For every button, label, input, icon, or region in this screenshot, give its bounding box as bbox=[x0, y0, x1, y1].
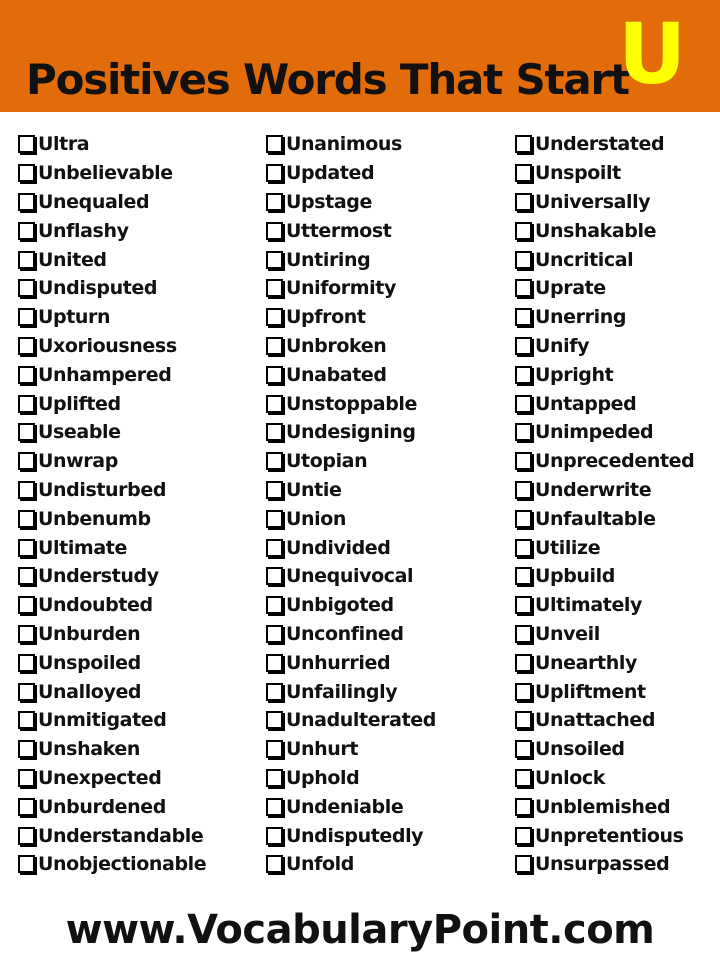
word-text: Unadulterated bbox=[286, 709, 436, 732]
word-list-item bbox=[266, 620, 436, 649]
word-list-item bbox=[18, 332, 206, 361]
word-text: Undesigning bbox=[286, 421, 416, 444]
word-list-item bbox=[515, 706, 694, 735]
checkbox-icon bbox=[266, 337, 283, 355]
word-text: Untie bbox=[286, 478, 342, 501]
word-list-item bbox=[266, 274, 436, 303]
word-text: Upfront bbox=[286, 306, 366, 329]
word-list-item bbox=[18, 389, 206, 418]
word-column-3 bbox=[515, 130, 694, 879]
word-text: Unshakable bbox=[535, 219, 657, 242]
word-list-item bbox=[266, 562, 436, 591]
checkbox-icon bbox=[266, 395, 283, 413]
checkbox-icon bbox=[266, 423, 283, 441]
word-list-item bbox=[515, 562, 694, 591]
word-list-item bbox=[266, 447, 436, 476]
word-list-item bbox=[18, 533, 206, 562]
word-text: Unbroken bbox=[286, 334, 387, 357]
word-list-item bbox=[18, 591, 206, 620]
word-text: Unfaultable bbox=[535, 507, 656, 530]
word-list-item bbox=[515, 303, 694, 332]
word-list-item bbox=[515, 821, 694, 850]
word-text: Unsurpassed bbox=[535, 853, 670, 876]
checkbox-icon bbox=[266, 308, 283, 326]
word-list-item bbox=[18, 159, 206, 188]
word-text: Underwrite bbox=[535, 478, 652, 501]
checkbox-icon bbox=[18, 337, 35, 355]
word-list-item bbox=[515, 677, 694, 706]
word-text: Unify bbox=[535, 334, 590, 357]
checkbox-icon bbox=[18, 567, 35, 585]
word-text: Unhampered bbox=[38, 363, 172, 386]
checkbox-icon bbox=[515, 164, 532, 182]
word-text: Unmitigated bbox=[38, 709, 167, 732]
word-list-item bbox=[266, 677, 436, 706]
checkbox-icon bbox=[266, 827, 283, 845]
word-list-item bbox=[515, 648, 694, 677]
word-list-item bbox=[18, 735, 206, 764]
word-text: Unbelievable bbox=[38, 162, 173, 185]
word-list-item bbox=[266, 303, 436, 332]
word-list-item bbox=[18, 706, 206, 735]
word-text: Unpretentious bbox=[535, 824, 684, 847]
word-text: Unequivocal bbox=[286, 565, 414, 588]
word-text: Useable bbox=[38, 421, 121, 444]
word-text: Unspoilt bbox=[535, 162, 621, 185]
word-list-item bbox=[515, 764, 694, 793]
checkbox-icon bbox=[18, 452, 35, 470]
checkbox-icon bbox=[515, 308, 532, 326]
checkbox-icon bbox=[515, 452, 532, 470]
word-text: Ultra bbox=[38, 133, 90, 156]
word-text: Understated bbox=[535, 133, 665, 156]
word-text: Ultimately bbox=[535, 594, 643, 617]
word-text: Undisputed bbox=[38, 277, 158, 300]
word-text: Upliftment bbox=[535, 680, 646, 703]
word-text: Untiring bbox=[286, 248, 371, 271]
word-list-item bbox=[266, 821, 436, 850]
checkbox-icon bbox=[18, 164, 35, 182]
checkbox-icon bbox=[266, 452, 283, 470]
word-text: Unveil bbox=[535, 622, 600, 645]
word-list-item bbox=[266, 533, 436, 562]
word-text: Unanimous bbox=[286, 133, 402, 156]
checkbox-icon bbox=[18, 481, 35, 499]
word-text: Undisputedly bbox=[286, 824, 424, 847]
word-list-item bbox=[515, 188, 694, 217]
word-text: Understandable bbox=[38, 824, 204, 847]
word-list-item bbox=[515, 533, 694, 562]
checkbox-icon bbox=[515, 395, 532, 413]
header-banner bbox=[0, 0, 720, 112]
word-list-item bbox=[515, 130, 694, 159]
word-list-item bbox=[18, 620, 206, 649]
checkbox-icon bbox=[515, 539, 532, 557]
checkbox-icon bbox=[18, 596, 35, 614]
checkbox-icon bbox=[18, 423, 35, 441]
word-text: Upturn bbox=[38, 306, 111, 329]
word-text: Unimpeded bbox=[535, 421, 654, 444]
checkbox-icon bbox=[515, 740, 532, 758]
checkbox-icon bbox=[18, 135, 35, 153]
word-text: Uncritical bbox=[535, 248, 634, 271]
word-text: Unlock bbox=[535, 766, 606, 789]
word-list-item bbox=[266, 648, 436, 677]
word-list-item bbox=[266, 332, 436, 361]
checkbox-icon bbox=[515, 855, 532, 873]
word-list-item bbox=[266, 764, 436, 793]
checkbox-icon bbox=[266, 855, 283, 873]
word-list-item bbox=[18, 418, 206, 447]
word-text: United bbox=[38, 248, 107, 271]
word-text: Undisturbed bbox=[38, 478, 167, 501]
word-text: Unabated bbox=[286, 363, 387, 386]
checkbox-icon bbox=[266, 279, 283, 297]
word-text: Unalloyed bbox=[38, 680, 142, 703]
word-text: Unblemished bbox=[535, 795, 671, 818]
word-list-item bbox=[18, 648, 206, 677]
checkbox-icon bbox=[515, 251, 532, 269]
word-text: Undivided bbox=[286, 536, 391, 559]
word-text: Uplifted bbox=[38, 392, 121, 415]
word-list-item bbox=[515, 591, 694, 620]
checkbox-icon bbox=[266, 654, 283, 672]
word-list-item bbox=[515, 850, 694, 879]
word-text: Unprecedented bbox=[535, 450, 695, 473]
checkbox-icon bbox=[515, 711, 532, 729]
word-list-item bbox=[18, 677, 206, 706]
checkbox-icon bbox=[266, 222, 283, 240]
word-text: Undeniable bbox=[286, 795, 404, 818]
checkbox-icon bbox=[18, 395, 35, 413]
word-list-item bbox=[266, 159, 436, 188]
word-column-2 bbox=[266, 130, 436, 879]
word-list-item bbox=[515, 447, 694, 476]
checkbox-icon bbox=[18, 798, 35, 816]
checkbox-icon bbox=[266, 625, 283, 643]
checkbox-icon bbox=[18, 193, 35, 211]
checkbox-icon bbox=[266, 193, 283, 211]
word-text: Unfold bbox=[286, 853, 354, 876]
word-text: Unburden bbox=[38, 622, 141, 645]
word-list-item bbox=[18, 245, 206, 274]
checkbox-icon bbox=[18, 855, 35, 873]
checkbox-icon bbox=[18, 366, 35, 384]
word-text: Unearthly bbox=[535, 651, 637, 674]
word-list-item bbox=[18, 188, 206, 217]
word-column-1 bbox=[18, 130, 206, 879]
checkbox-icon bbox=[515, 567, 532, 585]
word-list-item bbox=[515, 332, 694, 361]
word-text: Universally bbox=[535, 190, 651, 213]
word-list-item bbox=[515, 274, 694, 303]
word-list-item bbox=[266, 216, 436, 245]
word-list-item bbox=[266, 850, 436, 879]
checkbox-icon bbox=[18, 625, 35, 643]
word-list-item bbox=[515, 735, 694, 764]
word-text: Uprate bbox=[535, 277, 606, 300]
checkbox-icon bbox=[515, 510, 532, 528]
checkbox-icon bbox=[266, 769, 283, 787]
checkbox-icon bbox=[266, 251, 283, 269]
word-list-item bbox=[266, 504, 436, 533]
checkbox-icon bbox=[515, 654, 532, 672]
checkbox-icon bbox=[18, 251, 35, 269]
word-text: Undoubted bbox=[38, 594, 153, 617]
checkbox-icon bbox=[515, 135, 532, 153]
checkbox-icon bbox=[266, 510, 283, 528]
checkbox-icon bbox=[515, 337, 532, 355]
word-text: Uxoriousness bbox=[38, 334, 177, 357]
word-text: Uttermost bbox=[286, 219, 392, 242]
word-list-item bbox=[18, 130, 206, 159]
checkbox-icon bbox=[18, 222, 35, 240]
checkbox-icon bbox=[266, 481, 283, 499]
word-text: Understudy bbox=[38, 565, 159, 588]
word-list-item bbox=[18, 504, 206, 533]
word-list-item bbox=[515, 418, 694, 447]
word-list-item bbox=[18, 562, 206, 591]
checkbox-icon bbox=[266, 366, 283, 384]
word-list-item bbox=[18, 764, 206, 793]
word-list-item bbox=[266, 245, 436, 274]
word-list-item bbox=[515, 792, 694, 821]
checkbox-icon bbox=[515, 481, 532, 499]
checkbox-icon bbox=[266, 798, 283, 816]
checkbox-icon bbox=[18, 539, 35, 557]
word-text: Unwrap bbox=[38, 450, 118, 473]
word-list-item bbox=[266, 792, 436, 821]
checkbox-icon bbox=[266, 539, 283, 557]
word-list-item bbox=[266, 418, 436, 447]
word-text: Unbigoted bbox=[286, 594, 394, 617]
checkbox-icon bbox=[18, 683, 35, 701]
word-text: Upright bbox=[535, 363, 614, 386]
word-list-item bbox=[515, 360, 694, 389]
checkbox-icon bbox=[515, 423, 532, 441]
word-list-item bbox=[18, 274, 206, 303]
word-text: Unspoiled bbox=[38, 651, 141, 674]
word-text: Ultimate bbox=[38, 536, 127, 559]
checkbox-icon bbox=[515, 596, 532, 614]
checkbox-icon bbox=[515, 769, 532, 787]
word-text: Unstoppable bbox=[286, 392, 418, 415]
word-text: Unerring bbox=[535, 306, 627, 329]
word-list-item bbox=[515, 620, 694, 649]
word-text: Unexpected bbox=[38, 766, 162, 789]
word-text: Unhurried bbox=[286, 651, 391, 674]
checkbox-icon bbox=[515, 827, 532, 845]
page-title: Positives Words That Start bbox=[26, 55, 629, 104]
word-list-item bbox=[266, 476, 436, 505]
word-list-item bbox=[515, 504, 694, 533]
word-text: Unhurt bbox=[286, 738, 359, 761]
word-list-item bbox=[266, 591, 436, 620]
word-text: Unflashy bbox=[38, 219, 129, 242]
checkbox-icon bbox=[266, 683, 283, 701]
word-text: Unequaled bbox=[38, 190, 150, 213]
checkbox-icon bbox=[18, 279, 35, 297]
title-letter: U bbox=[618, 5, 687, 103]
checkbox-icon bbox=[266, 164, 283, 182]
word-list-item bbox=[266, 735, 436, 764]
word-list-item bbox=[266, 706, 436, 735]
word-text: Unattached bbox=[535, 709, 656, 732]
word-list-item bbox=[18, 476, 206, 505]
checkbox-icon bbox=[515, 683, 532, 701]
checkbox-icon bbox=[266, 135, 283, 153]
word-text: Uniformity bbox=[286, 277, 396, 300]
word-list-item bbox=[18, 792, 206, 821]
word-text: Unsoiled bbox=[535, 738, 625, 761]
word-text: Unshaken bbox=[38, 738, 140, 761]
word-list-item bbox=[266, 188, 436, 217]
word-list-item bbox=[515, 389, 694, 418]
checkbox-icon bbox=[515, 193, 532, 211]
word-list-item bbox=[266, 360, 436, 389]
word-list-item bbox=[266, 389, 436, 418]
word-list-item bbox=[18, 850, 206, 879]
word-list-item bbox=[18, 303, 206, 332]
word-text: Union bbox=[286, 507, 347, 530]
checkbox-icon bbox=[18, 510, 35, 528]
word-text: Untapped bbox=[535, 392, 637, 415]
word-text: Unfailingly bbox=[286, 680, 398, 703]
word-list-item bbox=[515, 245, 694, 274]
checkbox-icon bbox=[18, 308, 35, 326]
word-text: Unconfined bbox=[286, 622, 404, 645]
checkbox-icon bbox=[18, 654, 35, 672]
checkbox-icon bbox=[18, 769, 35, 787]
word-text: Upstage bbox=[286, 190, 372, 213]
word-text: Unobjectionable bbox=[38, 853, 207, 876]
website-footer: www.VocabularyPoint.com bbox=[65, 907, 655, 953]
word-list-item bbox=[515, 159, 694, 188]
checkbox-icon bbox=[18, 740, 35, 758]
checkbox-icon bbox=[266, 567, 283, 585]
checkbox-icon bbox=[515, 366, 532, 384]
checkbox-icon bbox=[515, 625, 532, 643]
checkbox-icon bbox=[515, 798, 532, 816]
word-text: Unbenumb bbox=[38, 507, 151, 530]
word-list-item bbox=[18, 447, 206, 476]
word-list-item bbox=[18, 821, 206, 850]
word-text: Utopian bbox=[286, 450, 368, 473]
checkbox-icon bbox=[18, 711, 35, 729]
checkbox-icon bbox=[515, 279, 532, 297]
word-list-item bbox=[515, 216, 694, 245]
checkbox-icon bbox=[266, 740, 283, 758]
checkbox-icon bbox=[18, 827, 35, 845]
word-text: Unburdened bbox=[38, 795, 166, 818]
checkbox-icon bbox=[266, 596, 283, 614]
word-text: Utilize bbox=[535, 536, 601, 559]
word-list-item bbox=[18, 216, 206, 245]
checkbox-icon bbox=[515, 222, 532, 240]
word-list-item bbox=[266, 130, 436, 159]
word-list-item bbox=[515, 476, 694, 505]
word-text: Updated bbox=[286, 162, 375, 185]
word-text: Upbuild bbox=[535, 565, 615, 588]
word-list-item bbox=[18, 360, 206, 389]
word-text: Uphold bbox=[286, 766, 360, 789]
checkbox-icon bbox=[266, 711, 283, 729]
